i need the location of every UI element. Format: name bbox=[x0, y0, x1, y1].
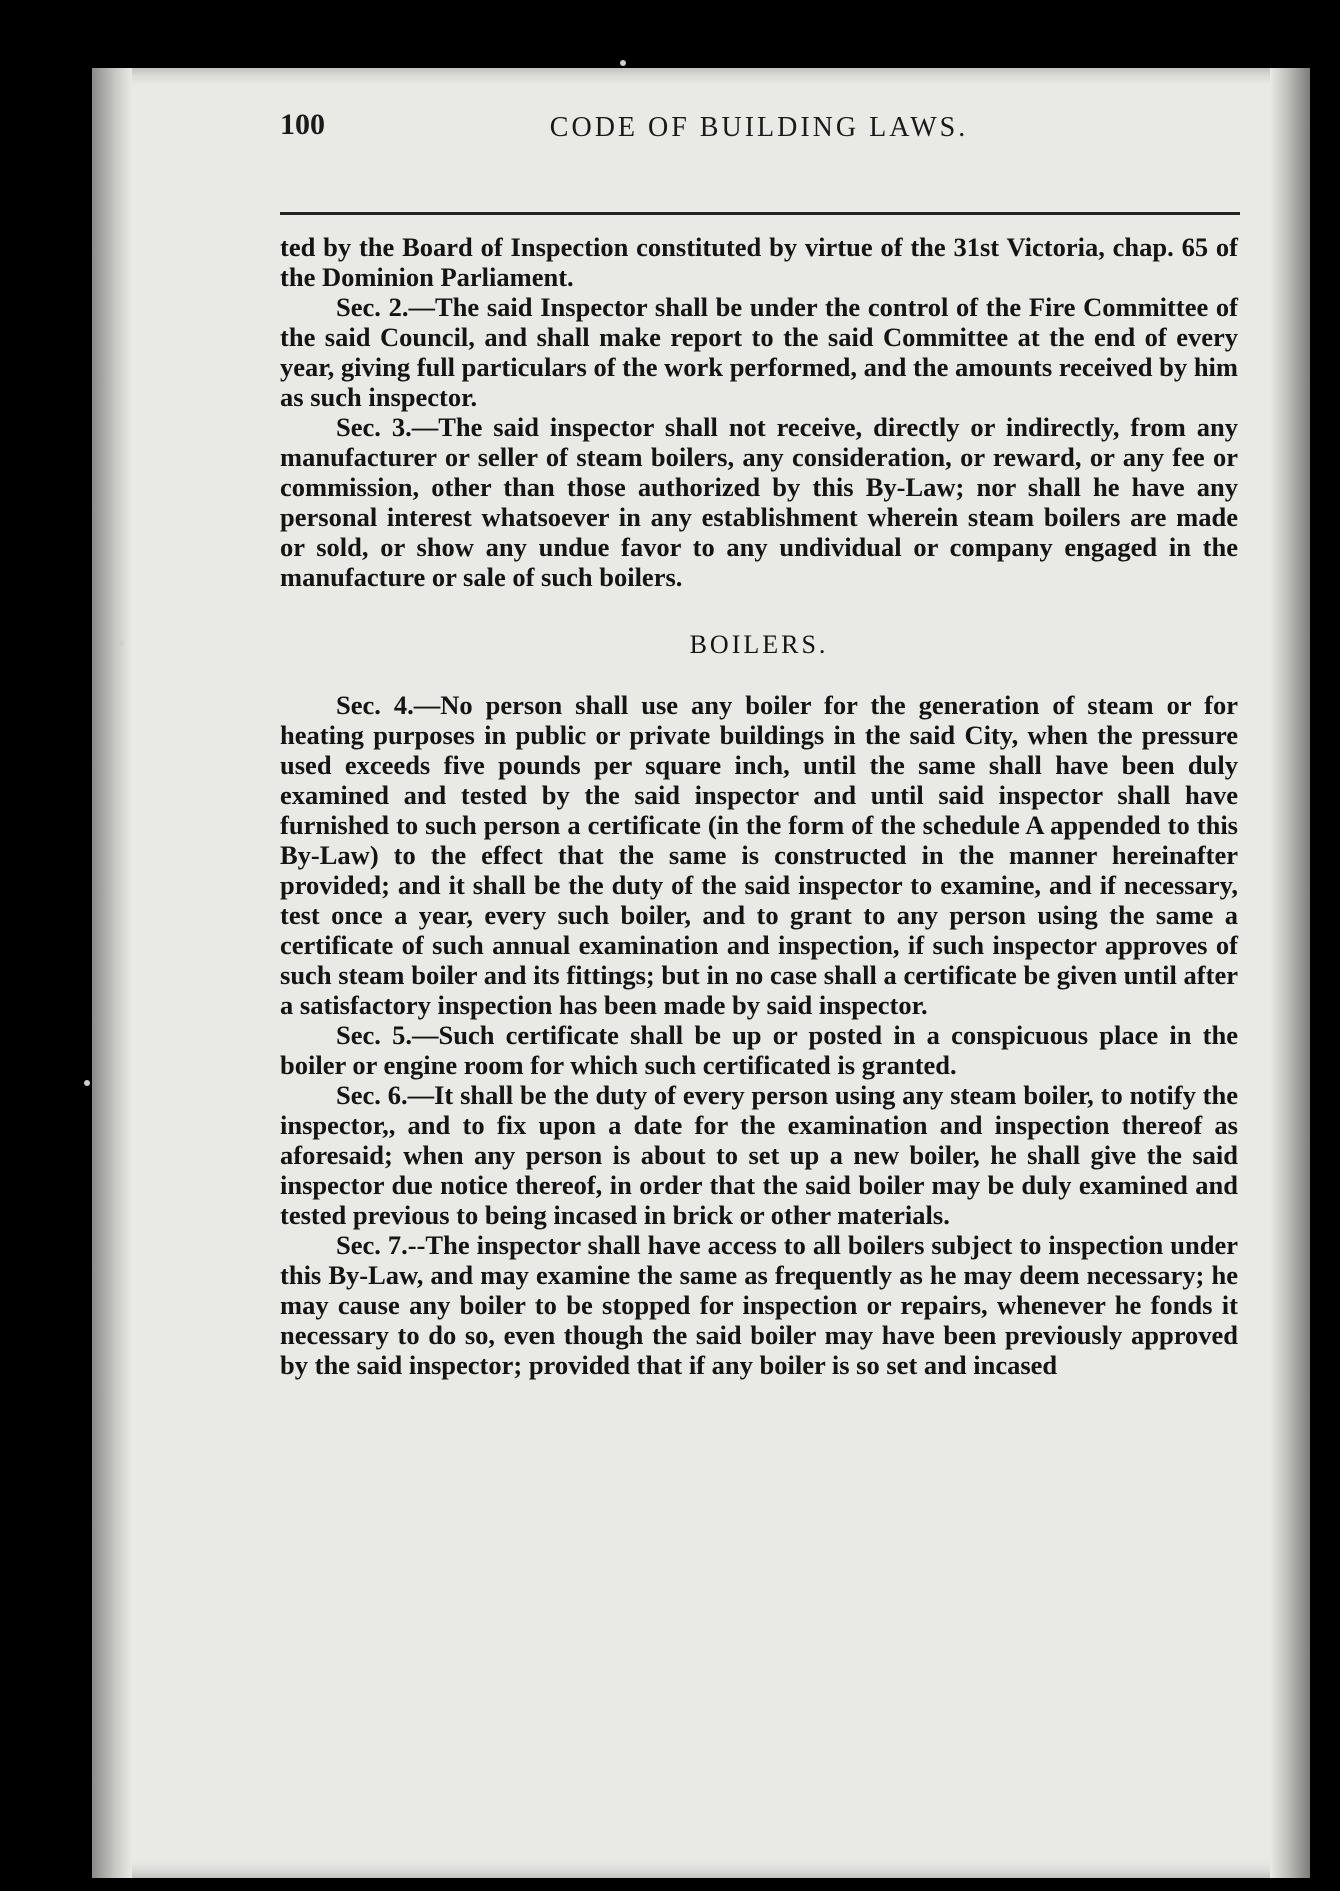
paragraph-sec-6: Sec. 6.—It shall be the duty of every person using any steam boiler, to notify the inspector,, and to fix upon a date for the examination and inspection thereof as aforesaid; when any person is about to set up a new boiler, he shall give the said inspector due notice thereof, in order that the said boiler may be duly examined and tested previous to being incased in brick or other materials. bbox=[280, 1080, 1238, 1230]
header-rule bbox=[280, 212, 1240, 215]
paragraph-continuation: ted by the Board of Inspection constituted by virtue of the 31st Victoria, chap. 65 of the Dominion Parliament. bbox=[280, 232, 1238, 292]
section-heading: BOILERS. bbox=[689, 630, 829, 659]
paragraph-sec-7: Sec. 7.--The inspector shall have access to all boilers subject to inspection under this By-Law, and may examine the same as frequently as he may deem necessary; he may cause any boiler to be stopped for inspection or repairs, whenever he fonds it necessary to do so, even though the said boiler may have been previously approved by the said inspector; provided that if any boiler is so set and incased bbox=[280, 1230, 1238, 1380]
page-edge-shadow bbox=[1270, 68, 1310, 1878]
paragraph-sec-2: Sec. 2.—The said Inspector shall be under the control of the Fire Committee of the said Council, and shall make report to the said Committee at the end of every year, giving full particulars of the work performed, and the amounts received by him as such inspector. bbox=[280, 292, 1238, 412]
running-title: CODE OF BUILDING LAWS. bbox=[549, 112, 969, 143]
binding-gutter bbox=[92, 68, 132, 1878]
paragraph-sec-5: Sec. 5.—Such certificate shall be up or posted in a conspicuous place in the boiler or engine room for which such certificated is granted. bbox=[280, 1020, 1238, 1080]
body-text bbox=[280, 232, 1238, 1380]
scan-speck bbox=[118, 640, 124, 646]
scan-speck bbox=[84, 1080, 90, 1086]
page-header bbox=[280, 100, 1238, 160]
scan-speck bbox=[620, 60, 626, 66]
paragraph-sec-4: Sec. 4.—No person shall use any boiler for the generation of steam or for heating purposes in public or private buildings in the said City, when the pressure used exceeds five pounds per square inch, until the same shall have been duly examined and tested by the said inspector and until said inspector shall have furnished to such person a certificate (in the form of the schedule A appended to this By-Law) to the effect that the same is constructed in the manner hereinafter provided; and it shall be the duty of the said inspector to examine, and if necessary, test once a year, every such boiler, and to grant to any person using the same a certificate of such annual examination and inspection, if such inspector approves of such steam boiler and its fittings; but in no case shall a certificate be given until after a satisfactory inspection has been made by said inspector. bbox=[280, 690, 1238, 1020]
paragraph-sec-3: Sec. 3.—The said inspector shall not receive, directly or indirectly, from any manufacturer or seller of steam boilers, any consideration, or reward, or any fee or commission, other than those authorized by this By-Law; nor shall he have any personal interest whatsoever in any establishment wherein steam boilers are made or sold, or show any undue favor to any undividual or company engaged in the manufacture or sale of such boilers. bbox=[280, 412, 1238, 592]
page-number: 100 bbox=[280, 108, 325, 141]
